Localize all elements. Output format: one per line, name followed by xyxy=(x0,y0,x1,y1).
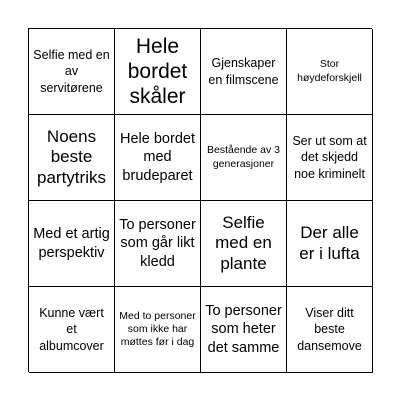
bingo-cell[interactable]: Bestående av 3 generasjoner xyxy=(201,115,287,201)
bingo-cell[interactable]: Noens beste partytriks xyxy=(29,115,115,201)
bingo-cell[interactable]: To personer som heter det samme xyxy=(201,287,287,373)
bingo-cell[interactable]: Med et artig perspektiv xyxy=(29,201,115,287)
bingo-cell[interactable]: Med to personer som ikke har møttes før i dag xyxy=(115,287,201,373)
bingo-cell[interactable]: Selfie med en av servitørene xyxy=(29,29,115,115)
bingo-cell[interactable]: Kunne vært et albumcover xyxy=(29,287,115,373)
bingo-cell[interactable]: Hele bordet med brudeparet xyxy=(115,115,201,201)
bingo-cell[interactable]: Gjenskaper en filmscene xyxy=(201,29,287,115)
bingo-cell[interactable]: Viser ditt beste dansemove xyxy=(287,287,373,373)
bingo-cell[interactable]: Hele bordet skåler xyxy=(115,29,201,115)
bingo-cell[interactable]: Selfie med en plante xyxy=(201,201,287,287)
bingo-cell[interactable]: To personer som går likt kledd xyxy=(115,201,201,287)
bingo-cell[interactable]: Stor høydeforskjell xyxy=(287,29,373,115)
bingo-cell[interactable]: Der alle er i lufta xyxy=(287,201,373,287)
bingo-cell[interactable]: Ser ut som at det skjedd noe kriminelt xyxy=(287,115,373,201)
bingo-card xyxy=(28,28,372,372)
